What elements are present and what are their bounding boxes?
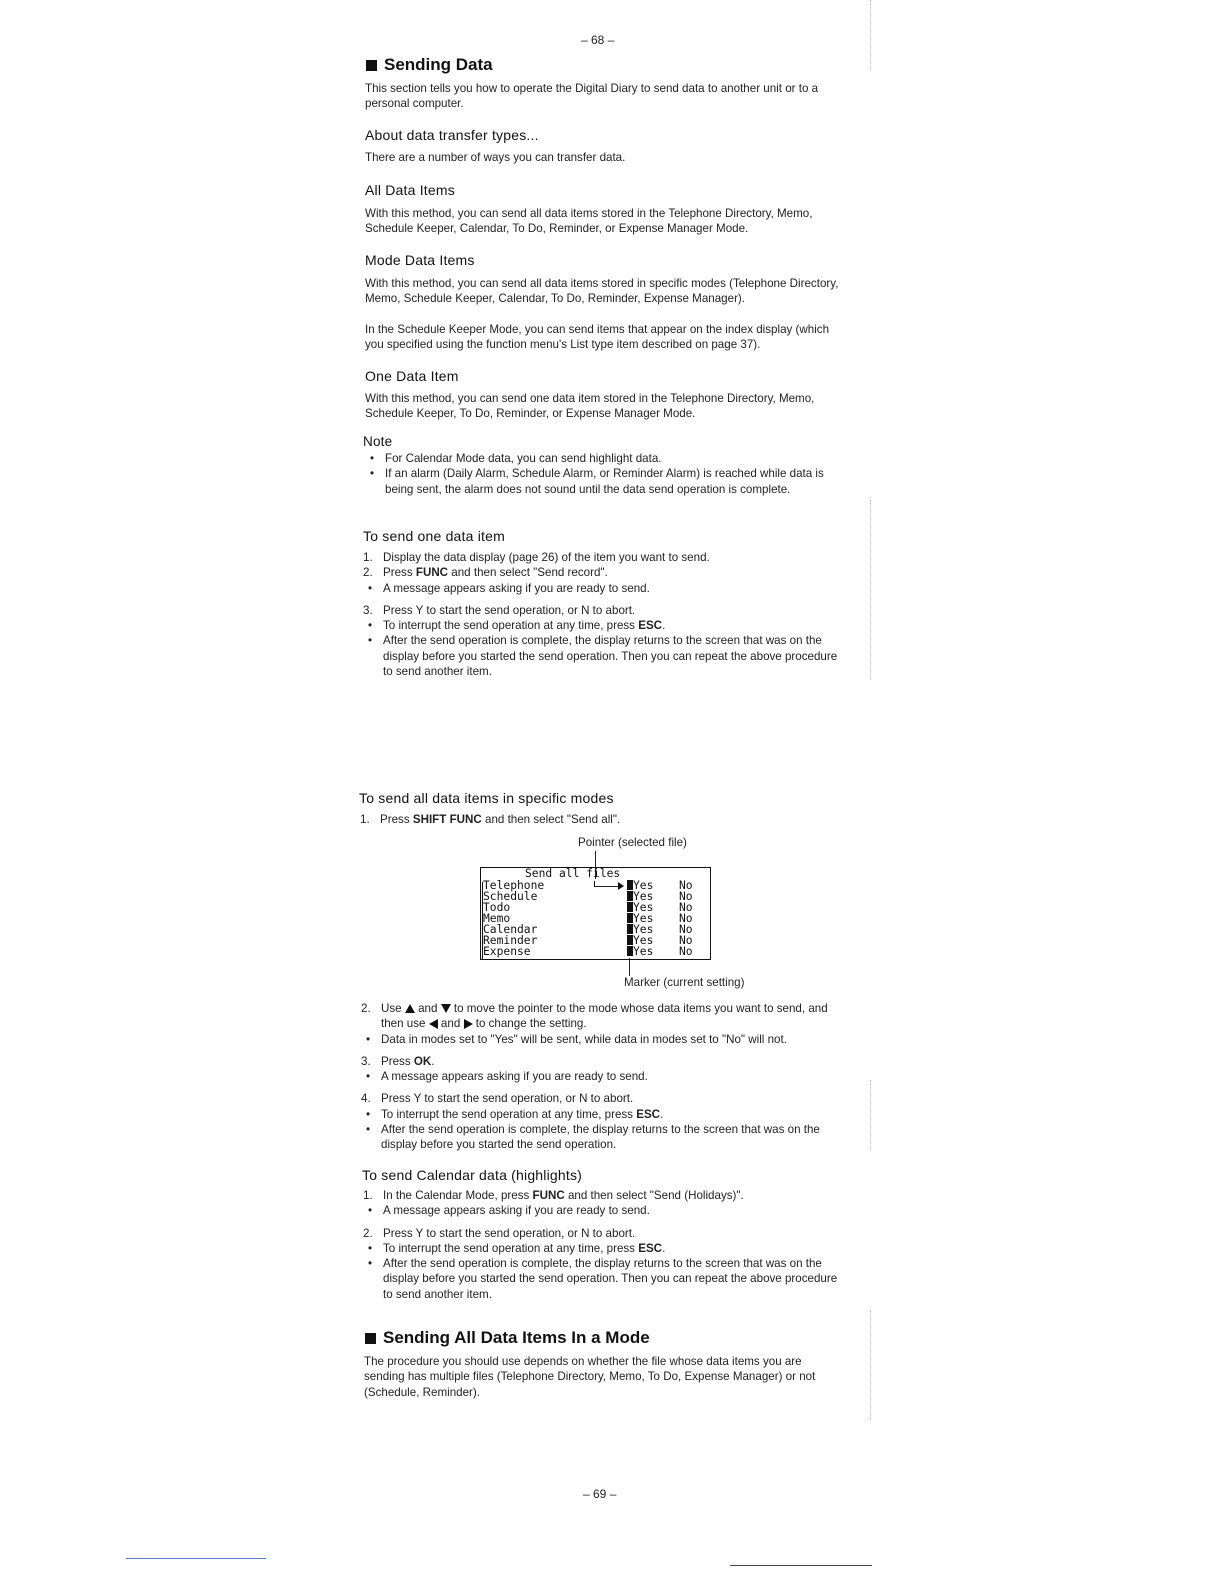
heading-mode-data-items: Mode Data Items xyxy=(365,252,475,268)
marker-label: Marker (current setting) xyxy=(624,976,745,989)
step-item: 2. Use and to move the pointer to the mode whose data items you want to send, and then use and to change the setting. xyxy=(361,1002,828,1031)
mode-data-text: With this method, you can send all data items stored in specific modes (Telephone Directory, Memo, Schedule Keeper, Calendar, To Do, Reminder, Expense Manager). xyxy=(365,277,839,306)
heading-send-calendar: To send Calendar data (highlights) xyxy=(362,1167,583,1183)
bullet-item: • After the send operation is complete, the display returns to the screen that was on the display before you started the send operation. xyxy=(366,1123,820,1152)
heading-all-data-items: All Data Items xyxy=(365,182,455,198)
lcd-yes-option: Yes xyxy=(627,913,653,924)
bullet-item: • To interrupt the send operation at any time, press ESC. xyxy=(368,619,666,633)
lcd-yes-option: Yes xyxy=(627,891,653,902)
intro-text: This section tells you how to operate the Digital Diary to send data to another unit or to a personal computer. xyxy=(365,82,819,111)
heading-note: Note xyxy=(363,434,393,449)
heading-one-data-item: One Data Item xyxy=(365,368,459,384)
mode-data-text-2: In the Schedule Keeper Mode, you can send items that appear on the index display (which you specified using the function menu's List type item described on page 37). xyxy=(365,323,830,352)
lcd-pointer-line-up xyxy=(594,881,595,887)
bullet-item: • After the send operation is complete, the display returns to the screen that was on the display before you started the send operation. Then you can repeat the above procedure to send another item. xyxy=(368,1257,838,1301)
lcd-yes-option: Yes xyxy=(627,946,653,957)
scan-edge-line xyxy=(730,1565,872,1566)
step-item: 4. Press Y to start the send operation, or N to abort. xyxy=(361,1092,634,1106)
lcd-display xyxy=(480,867,711,960)
section-title-sending-data xyxy=(366,55,493,75)
scan-margin-line xyxy=(870,1080,872,1150)
lcd-no-option: No xyxy=(679,901,693,914)
lcd-no-option: No xyxy=(679,923,693,936)
bullet-item: • A message appears asking if you are ready to send. xyxy=(366,1070,648,1084)
lcd-mode-label: Telephone xyxy=(483,879,545,892)
section-square-icon xyxy=(365,1333,376,1344)
lcd-mode-label: Todo xyxy=(483,901,511,914)
lcd-mode-label: Calendar xyxy=(483,923,538,936)
lcd-mode-label: Expense xyxy=(483,945,531,958)
all-data-text: With this method, you can send all data items stored in the Telephone Directory, Memo, Schedule Keeper, Calendar, To Do, Reminder, or Expense Manager Mode. xyxy=(365,207,813,236)
step-item: 3. Press Y to start the send operation, or N to abort. xyxy=(363,603,636,617)
step-item: 2. Press FUNC and then select "Send record". xyxy=(363,566,608,580)
step-item: 1. Display the data display (page 26) of the item you want to send. xyxy=(363,551,710,564)
lcd-no-option: No xyxy=(679,890,693,903)
heading-transfer-types: About data transfer types... xyxy=(365,127,539,143)
pointer-label: Pointer (selected file) xyxy=(578,836,687,849)
bullet-item: • Data in modes set to "Yes" will be sent, while data in modes set to "No" will not. xyxy=(366,1032,787,1046)
bullet-item: • To interrupt the send operation at any time, press ESC. xyxy=(366,1107,664,1121)
sending-all-mode-text: The procedure you should use depends on whether the file whose data items you are sending has multiple files (Telephone Directory, Memo, To Do, Expense Manager) or not (Schedule, Reminder). xyxy=(364,1355,816,1399)
step-item: 2. Press Y to start the send operation, or N to abort. xyxy=(363,1226,636,1240)
lcd-no-option: No xyxy=(679,934,693,947)
step-item: 3. Press OK. xyxy=(361,1054,435,1068)
step-item: 1. Press SHIFT FUNC and then select "Send all". xyxy=(360,813,621,826)
send-one-steps xyxy=(363,550,843,679)
lcd-yes-option: Yes xyxy=(627,935,653,946)
section-title-text: Sending All Data Items In a Mode xyxy=(383,1328,650,1347)
lcd-yes-option: Yes xyxy=(627,902,653,913)
page-number-top: – 68 – xyxy=(581,33,615,47)
heading-send-modes: To send all data items in specific modes xyxy=(359,790,614,806)
section-title-text: Sending Data xyxy=(384,55,493,74)
bullet-item: • After the send operation is complete, the display returns to the screen that was on the display before you started the send operation. Then you can repeat the above procedure to send another item. xyxy=(368,634,838,679)
lcd-mode-label: Schedule xyxy=(483,890,538,903)
lcd-yes-option: Yes xyxy=(627,924,653,935)
lcd-mode-label: Reminder xyxy=(483,934,538,947)
section-square-icon xyxy=(366,60,377,71)
note-item: • For Calendar Mode data, you can send highlight data. xyxy=(370,452,662,465)
bullet-item: • A message appears asking if you are ready to send. xyxy=(368,581,650,595)
marker-leader-line xyxy=(629,958,630,976)
lcd-yes-option: Yes xyxy=(627,880,653,891)
down-arrow-icon xyxy=(441,1004,451,1013)
note-list xyxy=(365,451,843,497)
left-arrow-icon xyxy=(429,1019,438,1029)
heading-send-one: To send one data item xyxy=(363,528,505,544)
send-modes-step1 xyxy=(360,812,840,827)
types-text: There are a number of ways you can transfer data. xyxy=(365,151,626,164)
note-item: • If an alarm (Daily Alarm, Schedule Alarm, or Reminder Alarm) is reached while data is being sent, the alarm does not sound until the data send operation is complete. xyxy=(370,467,824,496)
scan-edge-line xyxy=(126,1558,266,1559)
right-arrow-icon xyxy=(464,1019,473,1029)
lcd-title: Send all files xyxy=(525,867,621,880)
lcd-no-option: No xyxy=(679,945,693,958)
scan-margin-line xyxy=(870,0,872,70)
send-modes-steps xyxy=(361,1001,843,1153)
step-item: 1. In the Calendar Mode, press FUNC and then select "Send (Holidays)". xyxy=(363,1189,744,1202)
lcd-mode-label: Memo xyxy=(483,912,511,925)
page-number-bottom: – 69 – xyxy=(583,1487,617,1501)
lcd-pointer-line xyxy=(594,886,618,887)
bullet-item: • To interrupt the send operation at any time, press ESC. xyxy=(368,1241,666,1255)
section-title-sending-all-mode xyxy=(365,1328,650,1348)
scan-margin-line xyxy=(870,1310,872,1420)
lcd-no-option: No xyxy=(679,912,693,925)
pointer-arrow-icon xyxy=(618,882,624,890)
bullet-item: • A message appears asking if you are ready to send. xyxy=(368,1204,650,1218)
up-arrow-icon xyxy=(405,1004,415,1013)
lcd-no-option: No xyxy=(679,879,693,892)
send-calendar-steps xyxy=(363,1188,843,1302)
one-data-text: With this method, you can send one data item stored in the Telephone Directory, Memo, Schedule Keeper, To Do, Reminder, or Expense Manager Mode. xyxy=(365,392,815,421)
scan-margin-line xyxy=(870,500,872,680)
